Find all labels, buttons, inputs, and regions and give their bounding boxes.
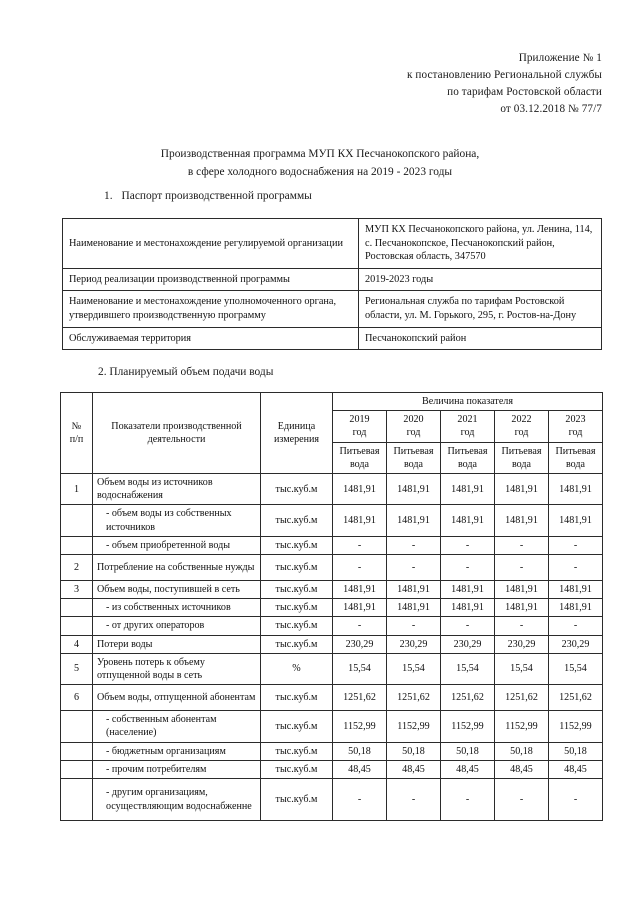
row-unit: тыс.куб.м (261, 555, 333, 581)
row-indicator-label: - прочим потребителям (93, 760, 261, 778)
passport-table-body (63, 219, 602, 350)
section-1-caption: Паспорт производственной программы (121, 190, 312, 202)
row-value-2020: 1251,62 (387, 685, 441, 711)
row-value-2022: 1152,99 (495, 711, 549, 742)
table-row (61, 617, 603, 635)
table-row (63, 291, 602, 327)
year-2020-suffix: год (406, 427, 421, 439)
row-indicator-label: - объем воды из собственных источников (93, 505, 261, 536)
subheader-2020-line-1: Питьевая (393, 445, 434, 457)
row-value-2021: 1481,91 (441, 505, 495, 536)
passport-label-authority: Наименование и местонахождение уполномоченного органа, утвердившего производственную программу (63, 291, 359, 327)
passport-value-authority: Региональная служба по тарифам Ростовской области, ул. М. Горького, 295, г. Ростов-на-Дону (359, 291, 602, 327)
row-value-2023: - (549, 617, 603, 635)
row-value-2019: - (333, 536, 387, 554)
row-value-2023: 1251,62 (549, 685, 603, 711)
column-subheader-2021 (441, 442, 495, 473)
row-value-2022: - (495, 779, 549, 821)
row-value-2022: 48,45 (495, 760, 549, 778)
row-value-2021: 50,18 (441, 742, 495, 760)
row-indicator-label: - собственным абонентам (население) (93, 711, 261, 742)
table-row (61, 581, 603, 599)
year-2023-suffix: год (568, 427, 583, 439)
passport-value-organization: МУП КХ Песчанокопского района, ул. Ленина, 114, с. Песчанокопское, Песчанокопский район, Ростовская область, 347570 (359, 219, 602, 269)
row-value-2019: 1251,62 (333, 685, 387, 711)
table-row (61, 555, 603, 581)
section-2-heading: 2. Планируемый объем подачи воды (98, 366, 274, 378)
row-value-2022: - (495, 536, 549, 554)
row-indicator-label: Потребление на собственные нужды (93, 555, 261, 581)
table-row (63, 219, 602, 269)
subheader-2020-line-2: вода (403, 458, 424, 470)
table-row (61, 599, 603, 617)
row-index (61, 760, 93, 778)
row-indicator-label: - от других операторов (93, 617, 261, 635)
row-value-2022: 230,29 (495, 635, 549, 653)
row-value-2019: 1152,99 (333, 711, 387, 742)
row-indicator-label: - другим организациям, осуществляющим водоснабженне (93, 779, 261, 821)
row-value-2023: 1152,99 (549, 711, 603, 742)
passport-table (62, 218, 602, 350)
row-index: 5 (61, 653, 93, 684)
row-value-2020: 1152,99 (387, 711, 441, 742)
column-header-indicator-line-1: Показатели производственной (111, 420, 242, 432)
subheader-2022-line-1: Питьевая (501, 445, 542, 457)
row-indicator-label: Объем воды из источников водоснабжения (93, 474, 261, 505)
row-index: 1 (61, 474, 93, 505)
row-index: 3 (61, 581, 93, 599)
row-indicator-label: Объем воды, отпущенной абонентам (93, 685, 261, 711)
year-2022-suffix: год (514, 427, 529, 439)
column-subheader-2020 (387, 442, 441, 473)
row-value-2021: - (441, 779, 495, 821)
row-value-2022: 50,18 (495, 742, 549, 760)
passport-label-period: Период реализации производственной программы (63, 268, 359, 291)
table-row (61, 536, 603, 554)
passport-label-organization: Наименование и местонахождение регулируемой организации (63, 219, 359, 269)
page-title-line-2: в сфере холодного водоснабжения на 2019 - 2023 годы (187, 165, 453, 178)
subheader-2023-line-1: Питьевая (555, 445, 596, 457)
row-indicator-label: - из собственных источников (93, 599, 261, 617)
column-subheader-2022 (495, 442, 549, 473)
row-value-2020: 15,54 (387, 653, 441, 684)
row-indicator-label: Объем воды, поступившей в сеть (93, 581, 261, 599)
row-value-2020: - (387, 617, 441, 635)
subheader-2023-line-2: вода (565, 458, 586, 470)
row-value-2023: 1481,91 (549, 599, 603, 617)
row-indicator-label: - объем приобретенной воды (93, 536, 261, 554)
row-value-2023: - (549, 555, 603, 581)
row-unit: тыс.куб.м (261, 711, 333, 742)
approval-header (407, 50, 602, 118)
row-value-2023: 230,29 (549, 635, 603, 653)
row-value-2023: 1481,91 (549, 474, 603, 505)
row-index: 2 (61, 555, 93, 581)
row-value-2019: - (333, 617, 387, 635)
year-2023-value: 2023 (565, 414, 586, 426)
year-2019-value: 2019 (349, 414, 370, 426)
row-unit: % (261, 653, 333, 684)
row-value-2021: - (441, 536, 495, 554)
table-row (61, 474, 603, 505)
column-header-indicator-line-2: деятельности (147, 434, 206, 445)
row-index (61, 599, 93, 617)
row-unit: тыс.куб.м (261, 617, 333, 635)
table-row (61, 742, 603, 760)
row-value-2020: - (387, 555, 441, 581)
column-header-index-line-2: п/п (69, 434, 84, 445)
row-index (61, 536, 93, 554)
row-value-2023: - (549, 779, 603, 821)
row-value-2023: - (549, 536, 603, 554)
approval-line-4: от 03.12.2018 № 77/7 (500, 103, 602, 115)
column-header-year-2020 (387, 411, 441, 442)
subheader-2021-line-2: вода (457, 458, 478, 470)
row-indicator-label: Уровень потерь к объему отпущенной воды в сеть (93, 653, 261, 684)
row-index: 6 (61, 685, 93, 711)
row-value-2022: 1481,91 (495, 581, 549, 599)
column-header-index-line-1: № (71, 420, 82, 432)
row-index (61, 711, 93, 742)
row-value-2020: - (387, 779, 441, 821)
table-row (61, 711, 603, 742)
year-2021-value: 2021 (457, 414, 478, 426)
table-row (61, 779, 603, 821)
row-unit: тыс.куб.м (261, 536, 333, 554)
column-header-year-2023 (549, 411, 603, 442)
passport-value-territory: Песчанокопский район (359, 327, 602, 350)
approval-line-1: Приложение № 1 (518, 52, 602, 64)
row-unit: тыс.куб.м (261, 474, 333, 505)
approval-line-2: к постановлению Региональной службы (406, 69, 602, 81)
row-value-2022: 1481,91 (495, 599, 549, 617)
row-value-2019: 48,45 (333, 760, 387, 778)
row-value-2019: 230,29 (333, 635, 387, 653)
table-row (61, 760, 603, 778)
row-value-2020: 1481,91 (387, 474, 441, 505)
row-value-2020: 50,18 (387, 742, 441, 760)
subheader-2021-line-1: Питьевая (447, 445, 488, 457)
row-value-2020: 1481,91 (387, 599, 441, 617)
column-header-unit-line-2: измерения (273, 434, 320, 445)
row-unit: тыс.куб.м (261, 760, 333, 778)
row-value-2022: - (495, 555, 549, 581)
table-row (63, 327, 602, 350)
row-value-2019: - (333, 555, 387, 581)
row-unit: тыс.куб.м (261, 742, 333, 760)
row-value-2023: 1481,91 (549, 581, 603, 599)
row-value-2020: 48,45 (387, 760, 441, 778)
water-volume-table-head (61, 393, 603, 474)
row-value-2023: 50,18 (549, 742, 603, 760)
subheader-2022-line-2: вода (511, 458, 532, 470)
subheader-2019-line-2: вода (349, 458, 370, 470)
row-unit: тыс.куб.м (261, 635, 333, 653)
table-row (63, 268, 602, 291)
row-value-2021: 1481,91 (441, 599, 495, 617)
row-unit: тыс.куб.м (261, 599, 333, 617)
row-index (61, 779, 93, 821)
column-header-year-2021 (441, 411, 495, 442)
year-2020-value: 2020 (403, 414, 424, 426)
row-value-2022: 1481,91 (495, 474, 549, 505)
passport-value-period: 2019-2023 годы (359, 268, 602, 291)
passport-label-territory: Обслуживаемая территория (63, 327, 359, 350)
year-2022-value: 2022 (511, 414, 532, 426)
row-value-2021: - (441, 555, 495, 581)
row-unit: тыс.куб.м (261, 779, 333, 821)
table-header-row-group (61, 393, 603, 411)
table-row (61, 685, 603, 711)
subheader-2019-line-1: Питьевая (339, 445, 380, 457)
column-header-year-2019 (333, 411, 387, 442)
row-value-2021: 1152,99 (441, 711, 495, 742)
row-value-2020: - (387, 536, 441, 554)
row-value-2022: 1251,62 (495, 685, 549, 711)
row-index (61, 742, 93, 760)
page-title-line-1: Производственная программа МУП КХ Песчанокопского района, (160, 148, 480, 160)
row-value-2019: 50,18 (333, 742, 387, 760)
column-header-index (61, 393, 93, 474)
row-value-2021: 15,54 (441, 653, 495, 684)
row-unit: тыс.куб.м (261, 685, 333, 711)
row-value-2021: 1481,91 (441, 474, 495, 505)
table-row (61, 505, 603, 536)
row-index (61, 617, 93, 635)
column-subheader-2019 (333, 442, 387, 473)
row-value-2019: 1481,91 (333, 599, 387, 617)
row-value-2022: 1481,91 (495, 505, 549, 536)
row-value-2021: 230,29 (441, 635, 495, 653)
row-value-2020: 1481,91 (387, 505, 441, 536)
water-volume-table (60, 392, 603, 821)
approval-line-3: по тарифам Ростовской области (447, 86, 602, 98)
row-value-2019: 1481,91 (333, 505, 387, 536)
row-value-2023: 1481,91 (549, 505, 603, 536)
row-unit: тыс.куб.м (261, 581, 333, 599)
section-1-heading (104, 190, 312, 202)
section-1-number: 1. (104, 190, 113, 202)
column-header-unit-line-1: Единица (277, 420, 316, 432)
page-title (0, 146, 640, 181)
row-value-2023: 48,45 (549, 760, 603, 778)
column-header-unit (261, 393, 333, 474)
row-value-2020: 1481,91 (387, 581, 441, 599)
row-value-2021: - (441, 617, 495, 635)
column-header-indicator (93, 393, 261, 474)
row-value-2021: 1251,62 (441, 685, 495, 711)
row-value-2020: 230,29 (387, 635, 441, 653)
row-index (61, 505, 93, 536)
row-indicator-label: Потери воды (93, 635, 261, 653)
row-unit: тыс.куб.м (261, 505, 333, 536)
year-2019-suffix: год (352, 427, 367, 439)
water-volume-table-body (61, 474, 603, 821)
row-value-2019: 15,54 (333, 653, 387, 684)
year-2021-suffix: год (460, 427, 475, 439)
row-value-2021: 48,45 (441, 760, 495, 778)
row-indicator-label: - бюджетным организациям (93, 742, 261, 760)
row-value-2022: - (495, 617, 549, 635)
row-value-2019: - (333, 779, 387, 821)
column-header-value-group: Величина показателя (333, 393, 603, 411)
row-value-2021: 1481,91 (441, 581, 495, 599)
row-value-2023: 15,54 (549, 653, 603, 684)
row-value-2019: 1481,91 (333, 581, 387, 599)
row-value-2019: 1481,91 (333, 474, 387, 505)
column-header-year-2022 (495, 411, 549, 442)
table-row (61, 635, 603, 653)
row-index: 4 (61, 635, 93, 653)
column-subheader-2023 (549, 442, 603, 473)
table-row (61, 653, 603, 684)
row-value-2022: 15,54 (495, 653, 549, 684)
